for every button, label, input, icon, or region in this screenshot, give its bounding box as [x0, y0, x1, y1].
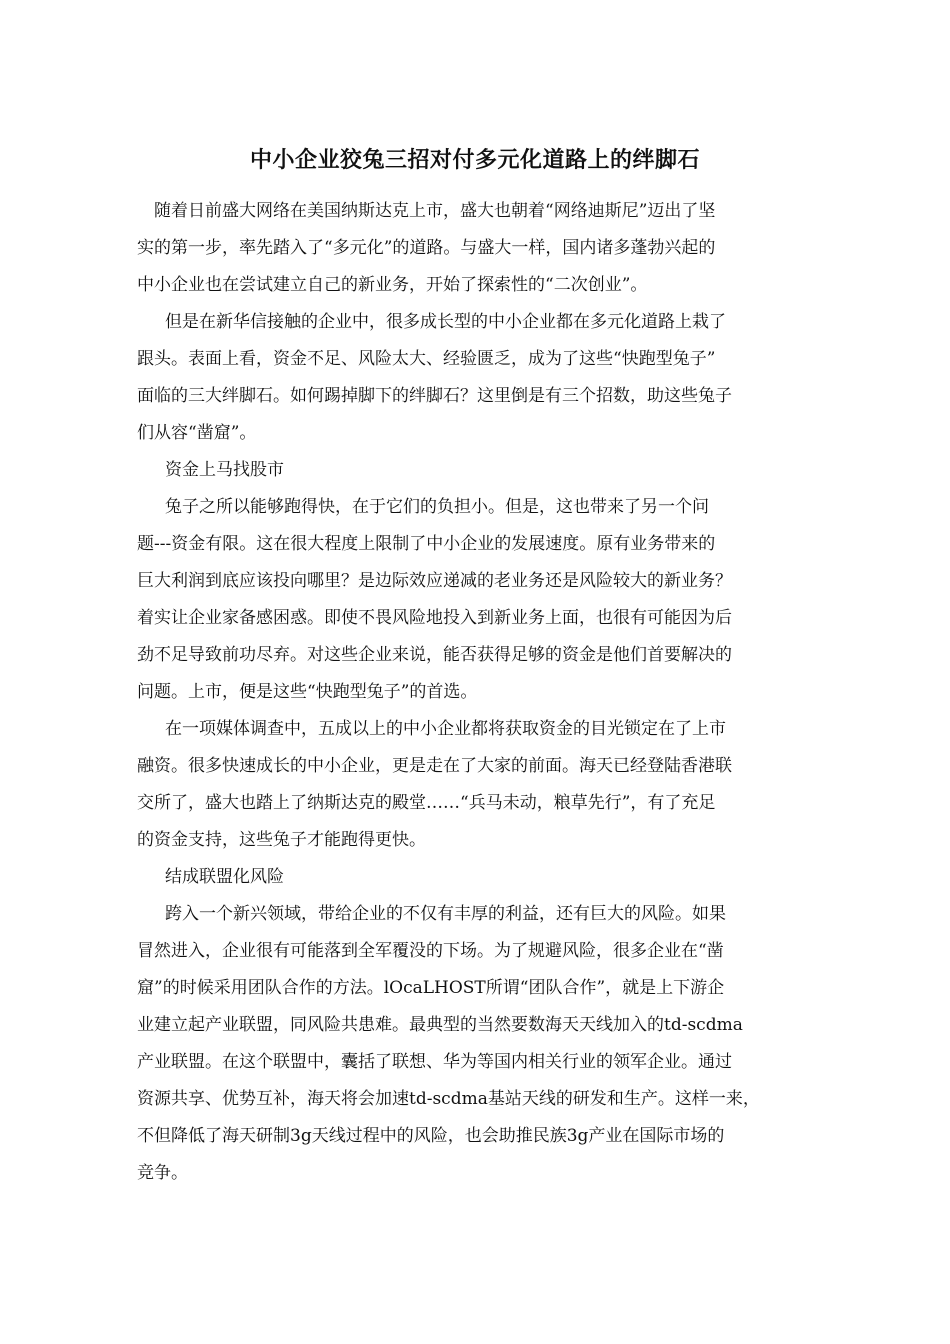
- paragraph-4-line-1: 在一项媒体调查中，五成以上的中小企业都将获取资金的目光锁定在了上市: [165, 719, 726, 739]
- paragraph-2-line-4: 们从容“凿窟”。: [137, 423, 257, 443]
- paragraph-2-line-2: 跟头。表面上看，资金不足、风险太大、经验匮乏，成为了这些“快跑型兔子”: [137, 349, 716, 369]
- paragraph-5-line-5: 产业联盟。在这个联盟中，囊括了联想、华为等国内相关行业的领军企业。通过: [137, 1052, 732, 1072]
- paragraph-4-line-2: 融资。很多快速成长的中小企业，更是走在了大家的前面。海天已经登陆香港联: [137, 756, 732, 776]
- paragraph-5-line-2: 冒然进入，企业很有可能落到全军覆没的下场。为了规避风险，很多企业在“凿: [137, 941, 724, 961]
- paragraph-1-line-1: 随着日前盛大网络在美国纳斯达克上市，盛大也朝着“网络迪斯尼”迈出了坚: [154, 201, 716, 221]
- paragraph-4-line-4: 的资金支持，这些兔子才能跑得更快。: [137, 830, 426, 850]
- paragraph-3-line-1: 兔子之所以能够跑得快，在于它们的负担小。但是，这也带来了另一个问: [165, 497, 709, 517]
- paragraph-4-line-3: 交所了，盛大也踏上了纳斯达克的殿堂……“兵马未动，粮草先行”，有了充足: [137, 793, 716, 813]
- paragraph-5-line-3: 窟”的时候采用团队合作的方法。lOcaLHOST所谓“团队合作”，就是上下游企: [137, 978, 725, 998]
- paragraph-2-line-3: 面临的三大绊脚石。如何踢掉脚下的绊脚石？这里倒是有三个招数，助这些兔子: [137, 386, 732, 406]
- paragraph-3-line-6: 问题。上市，便是这些“快跑型兔子”的首选。: [137, 682, 478, 702]
- paragraph-5-line-4: 业建立起产业联盟，同风险共患难。最典型的当然要数海天天线加入的td-scdma: [137, 1015, 743, 1035]
- document-title: 中小企业狡兔三招对付多元化道路上的绊脚石: [249, 148, 700, 173]
- paragraph-5-line-6: 资源共享、优势互补，海天将会加速td-scdma基站天线的研发和生产。这样一来，: [137, 1089, 760, 1109]
- paragraph-5-line-1: 跨入一个新兴领域，带给企业的不仅有丰厚的利益，还有巨大的风险。如果: [165, 904, 726, 924]
- paragraph-3-line-3: 巨大利润到底应该投向哪里？是边际效应递减的老业务还是风险较大的新业务？: [137, 571, 732, 591]
- section-heading-funding: 资金上马找股市: [165, 460, 284, 480]
- paragraph-3-line-4: 着实让企业家备感困惑。即使不畏风险地投入到新业务上面，也很有可能因为后: [137, 608, 732, 628]
- document-body: [137, 193, 837, 1192]
- paragraph-5-line-7: 不但降低了海天研制3g天线过程中的风险，也会助推民族3g产业在国际市场的: [137, 1126, 725, 1146]
- paragraph-1-line-2: 实的第一步，率先踏入了“多元化”的道路。与盛大一样，国内诸多蓬勃兴起的: [137, 238, 716, 258]
- section-heading-alliance: 结成联盟化风险: [165, 867, 284, 887]
- paragraph-3-line-5: 劲不足导致前功尽弃。对这些企业来说，能否获得足够的资金是他们首要解决的: [137, 645, 732, 665]
- paragraph-1-line-3: 中小企业也在尝试建立自己的新业务，开始了探索性的“二次创业”。: [137, 275, 648, 295]
- paragraph-2-line-1: 但是在新华信接触的企业中，很多成长型的中小企业都在多元化道路上栽了: [165, 312, 726, 332]
- paragraph-3-line-2: 题---资金有限。这在很大程度上限制了中小企业的发展速度。原有业务带来的: [137, 534, 716, 554]
- paragraph-5-line-8: 竞争。: [137, 1163, 188, 1183]
